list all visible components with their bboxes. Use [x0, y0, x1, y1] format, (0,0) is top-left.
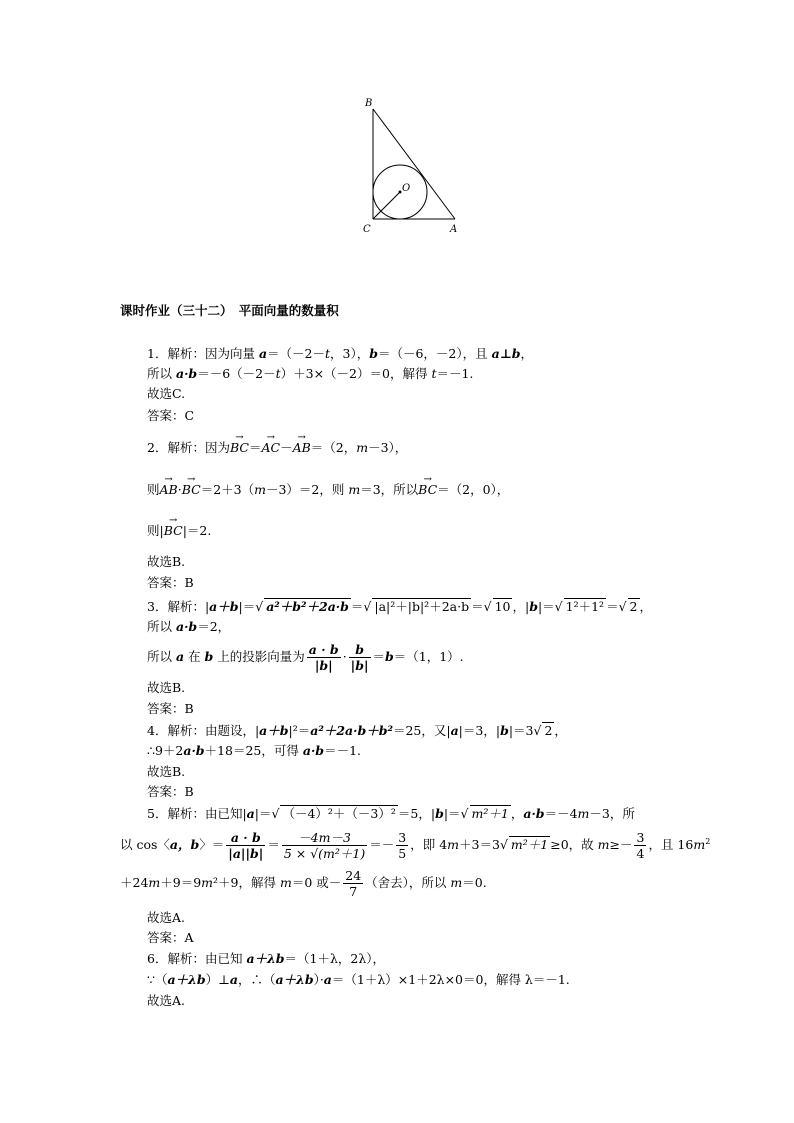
q6-line2: ∵（a＋λb）⊥a，∴（a＋λb）·a＝（1＋λ）×1＋2λ×0＝0，解得 λ＝－1. — [147, 972, 570, 987]
q1-line1: 1．解析：因为向量 a＝（－2－t，3），b＝（－6，－2），且 a⊥b， — [147, 346, 533, 361]
q1-line2: 所以 a·b＝－6（－2－t）＋3×（－2）＝0，解得 t＝－1. — [147, 366, 474, 381]
q6-line1: 6．解析：由已知 a＋λb＝（1＋λ，2λ）， — [147, 951, 386, 966]
q1-choose: 故选C. — [147, 386, 186, 401]
q5-line1: 5．解析：由已知|a|＝√ （－4）²＋（－3）² ＝5，|b|＝√ m²＋1 ，a·b＝－4m－3，所 — [147, 806, 635, 821]
q3-answer: 答案：B — [147, 701, 194, 716]
label-o: O — [402, 183, 411, 194]
label-c: C — [363, 224, 371, 235]
q2-answer: 答案：B — [147, 575, 194, 590]
label-b: B — [365, 98, 373, 109]
q4-choose: 故选B. — [147, 764, 186, 779]
q1-answer: 答案：C — [147, 408, 195, 423]
fraction: $\frac{b}{|b|}$ — [350, 642, 369, 673]
q3-line2: 所以 a·b＝2， — [147, 619, 231, 634]
fraction: $\frac{-4m-3}{\text{5 × √(m²＋1)}}$ — [283, 830, 366, 861]
q2-line1: 2．解析：因为→ BC＝→ AC－→ AB＝（2，m－3）， — [147, 440, 407, 456]
q5-line2: 以 cos〈a，b〉＝ $\frac{a \cdot b}{|a||b|}$ ＝ $\frac{-4m-3}{\text{5 × √(m²＋1)}}$ ＝－ $\frac{3}{5}$ ，即 4m＋3＝3√ m²＋1 ≥0，故 m≥－ $\frac{3}{4}$ ，且 $16m^2$ — [120, 830, 711, 861]
page-title: 课时作业（三十二） 平面向量的数量积 — [120, 303, 339, 318]
q3-line3: 所以 a 在 b 上的投影向量为 $\frac{a \cdot b}{|b|}$ · $\frac{b}{|b|}$ ＝b＝（1，1）. — [147, 642, 464, 673]
q2-line3: 则|→ BC|＝2. — [147, 523, 211, 539]
fraction: $\frac{24}{7}$ — [345, 868, 362, 899]
q2-choose: 故选B. — [147, 554, 186, 569]
label-a: A — [450, 224, 458, 235]
fraction: $\frac{a \cdot b}{|b|}$ — [308, 642, 339, 673]
q3-line1: 3．解析：|a＋b|＝√ a²＋b²＋2a·b ＝√ |a|²＋|b|²＋2a·b ＝√ 10 ，|b|＝√ 1²＋1² ＝√ 2 ， — [147, 599, 653, 614]
q4-answer: 答案：B — [147, 784, 194, 799]
side-ab — [373, 109, 455, 219]
fraction: $\frac{a \cdot b}{|a||b|}$ — [228, 830, 264, 861]
q4-line1: 4．解析：由题设，|a＋b|²＝a²＋2a·b＋b²＝25，又|a|＝3，|b|＝3√ 2 ， — [147, 723, 567, 738]
q2-line2: 则→ AB·→ BC＝2＋3（m－3）＝2，则 m＝3，所以→ BC＝（2，0）， — [147, 482, 509, 498]
q5-answer: 答案：A — [147, 930, 194, 945]
triangle-incircle-figure — [360, 92, 470, 237]
q4-line2: ∴9＋2a·b＋18＝25，可得 a·b＝－1. — [147, 743, 361, 758]
fraction: $\frac{3}{4}$ — [636, 830, 645, 861]
fraction: $\frac{3}{5}$ — [398, 830, 407, 861]
q3-choose: 故选B. — [147, 680, 186, 695]
triangle-diagram — [360, 92, 470, 237]
q6-choose: 故选A. — [147, 993, 186, 1008]
q5-line3: ＋24m＋9＝9m²＋9，解得 m＝0 或－ $\frac{24}{7}$ （舍去），所以 m＝0. — [120, 868, 487, 899]
q5-choose: 故选A. — [147, 910, 186, 925]
